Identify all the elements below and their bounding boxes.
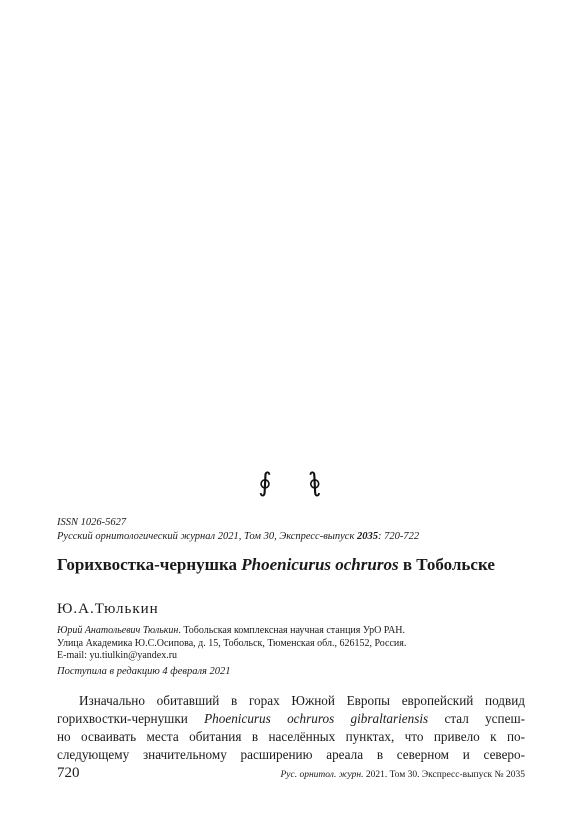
body-text — [57, 692, 525, 764]
body-line — [57, 710, 525, 728]
title-part2: в Тобольске — [398, 555, 495, 574]
ornament-right-icon: ∮ — [298, 468, 322, 497]
body-line2-a: горихвостки-чернушки — [57, 711, 205, 726]
body-line: Изначально обитавший в горах Южной Европы европейский подвид — [79, 693, 525, 708]
issue-number: 2035 — [357, 531, 378, 542]
affiliation-line1 — [57, 625, 406, 638]
ornament-left-icon: ∮ — [258, 468, 282, 497]
affiliation-address: Улица Академика Ю.С.Осипова, д. 15, Тобольск, Тюменская обл., 626152, Россия. — [57, 637, 407, 649]
journal-prefix: Русский орнитологический журнал 2021, Том 30, Экспресс-выпуск — [57, 531, 357, 542]
body-line2-b: стал успеш- — [428, 711, 525, 726]
affiliation — [57, 625, 406, 663]
received-date: Поступила в редакцию 4 февраля 2021 — [57, 666, 231, 677]
footer-journal-abbr: Рус. орнитол. журн. — [280, 770, 364, 780]
page-range: : 720-722 — [378, 531, 420, 542]
issn: ISSN 1026-5627 — [57, 517, 127, 528]
body-line: но осваивать места обитания в населённых пунктах, что привело к по- — [57, 729, 525, 744]
footer-journal-rest: 2021. Том 30. Экспресс-выпуск № 2035 — [363, 770, 525, 780]
journal-citation — [57, 530, 419, 543]
title-part1: Горихвостка-чернушка — [57, 555, 242, 574]
article-title — [57, 554, 527, 575]
author: Ю.А.Тюлькин — [57, 601, 159, 617]
author-email: E-mail: yu.tiulkin@yandex.ru — [57, 650, 178, 661]
ornament — [0, 468, 580, 498]
body-species: Phoenicurus ochruros gibraltariensis — [204, 711, 429, 726]
title-species: Phoenicurus ochruros — [241, 555, 399, 574]
body-line: следующему значительному расширению ареала в северном и северо- — [57, 747, 525, 762]
footer-journal — [280, 770, 525, 780]
page-number: 720 — [57, 765, 80, 781]
organization: . Тобольская комплексная научная станция УрО РАН. — [178, 625, 406, 636]
author-full-name: Юрий Анатольевич Тюлькин — [57, 625, 179, 636]
